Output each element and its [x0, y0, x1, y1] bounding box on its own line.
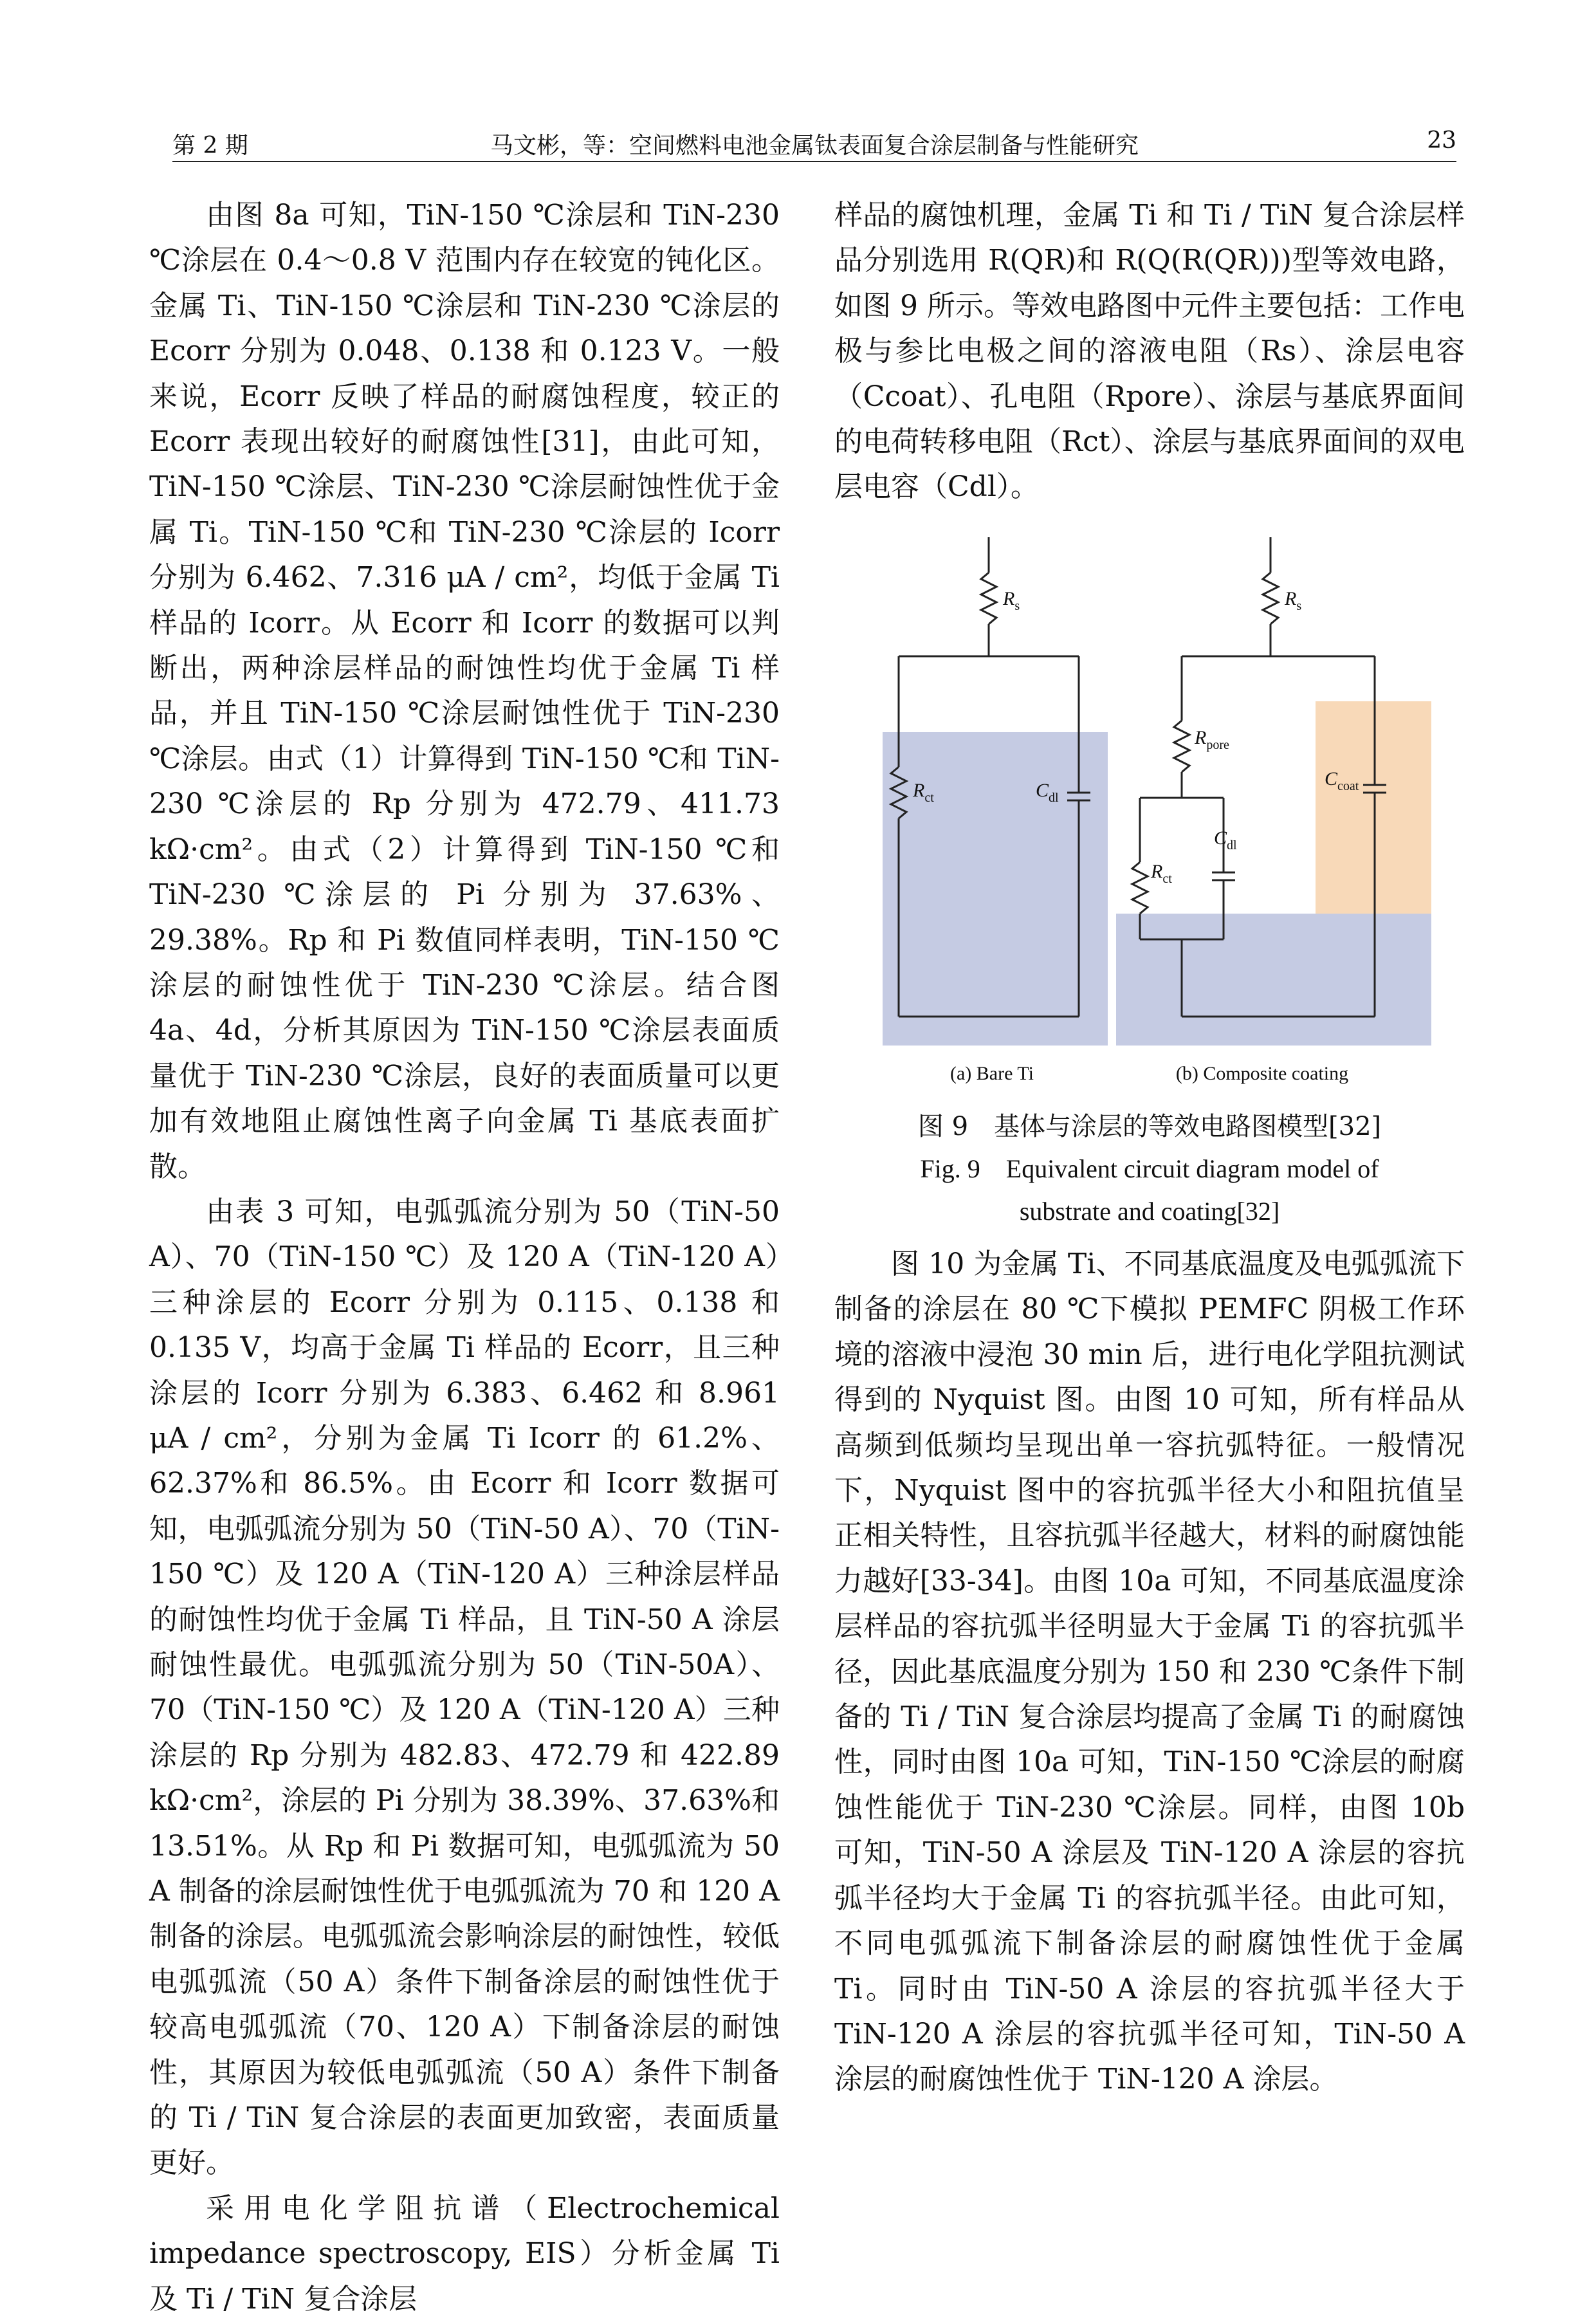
coating-region-b [1316, 701, 1431, 914]
issue-number: 第 2 期 [172, 133, 248, 159]
figure-caption-en-line1: Fig. 9 Equivalent circuit diagram model of [920, 1154, 1379, 1183]
circuit-diagram [834, 528, 1465, 1087]
page-number: 23 [1427, 127, 1456, 154]
label-rpore-b: $R_{pore}$ [1195, 727, 1229, 752]
rpore-resistor-b [1174, 721, 1189, 772]
rct-resistor-b [1132, 862, 1148, 914]
figure-caption-en-line2: substrate and coating[32] [1019, 1197, 1280, 1226]
label-cdl-b: $C_{dl}$ [1214, 827, 1237, 852]
figure-9-circuit [834, 528, 1465, 1087]
page-header [172, 122, 1456, 162]
subcaption-b: (b) Composite coating [1175, 1063, 1349, 1084]
right-column-top [834, 193, 1465, 510]
paragraph: 图 10 为金属 Ti、不同基底温度及电弧弧流下制备的涂层在 80 ℃下模拟 PEMFC 阴极工作环境的溶液中浸泡 30 min 后，进行电化学阻抗测试得到的 Nyquist 图。由图 10 可知，所有样品从高频到低频均呈现出单一容抗弧特征。一般情况下，Nyquist 图中的容抗弧半径大小和阻抗值呈正相关特性，且容抗弧半径越大，材料的耐腐蚀能力越好[33-34]。由图 10a 可知，不同基底温度涂层样品的容抗弧半径明显大于金属 Ti 的容抗弧半径，因此基底温度分别为 150 和 230 ℃条件下制备的 Ti / TiN 复合涂层均提高了金属 Ti 的耐腐蚀性，同时由图 10a 可知，TiN-150 ℃涂层的耐腐蚀性能优于 TiN-230 ℃涂层。同样，由图 10b 可知，TiN-50 A 涂层及 TiN-120 A 涂层的容抗弧半径均大于金属 Ti 的容抗弧半径。由此可知，不同电弧弧流下制备涂层的耐腐蚀性优于金属 Ti。同时由 TiN-50 A 涂层的容抗弧半径大于 TiN-120 A 涂层的容抗弧半径可知，TiN-50 A 涂层的耐腐蚀性优于 TiN-120 A 涂层。 [834, 1248, 1465, 2096]
right-column-bottom [834, 1242, 1465, 2103]
running-title: 马文彬，等：空间燃料电池金属钛表面复合涂层制备与性能研究 [490, 133, 1139, 159]
paragraph: 采用电化学阻抗谱（Electrochemical impedance spectroscopy, EIS）分析金属 Ti 及 Ti / TiN 复合涂层 [149, 2191, 780, 2316]
left-column [149, 193, 780, 2322]
label-rct-b: $R_{ct}$ [1151, 861, 1172, 886]
paragraph: 由图 8a 可知，TiN-150 ℃涂层和 TiN-230 ℃涂层在 0.4～0.8 V 范围内存在较宽的钝化区。金属 Ti、TiN-150 ℃涂层和 TiN-230 ℃涂层的 Ecorr 分别为 0.048、0.138 和 0.123 V。一般来说，Ecorr 反映了样品的耐腐蚀程度，较正的 Ecorr 表现出较好的耐腐蚀性[31]，由此可知，TiN-150 ℃涂层、TiN-230 ℃涂层耐蚀性优于金属 Ti。TiN-150 ℃和 TiN-230 ℃涂层的 Icorr 分别为 6.462、7.316 μA / cm²，均低于金属 Ti 样品的 Icorr。从 Ecorr 和 Icorr 的数据可以判断出，两种涂层样品的耐蚀性均优于金属 Ti 样品，并且 TiN-150 ℃涂层耐蚀性优于 TiN-230 ℃涂层。由式（1）计算得到 TiN-150 ℃和 TiN-230 ℃涂层的 Rp 分别为 472.79、411.73 kΩ·cm²。由式（2）计算得到 TiN-150 ℃和 TiN-230 ℃涂层的 Pi 分别为 37.63%、29.38%。Rp 和 Pi 数值同样表明，TiN-150 ℃涂层的耐蚀性优于 TiN-230 ℃涂层。结合图 4a、4d，分析其原因为 TiN-150 ℃涂层表面质量优于 TiN-230 ℃涂层，良好的表面质量可以更加有效地阻止腐蚀性离子向金属 Ti 基底表面扩散。 [149, 199, 780, 1183]
rs-resistor-b [1263, 573, 1278, 624]
label-cdl-a: $C_{dl}$ [1036, 780, 1059, 805]
paragraph: 样品的腐蚀机理，金属 Ti 和 Ti / TiN 复合涂层样品分别选用 R(QR)和 R(Q(R(QR)))型等效电路，如图 9 所示。等效电路图中元件主要包括：工作电极与参比电极之间的溶液电阻（Rs）、涂层电容（Ccoat）、孔电阻（Rpore）、涂层与基底界面间的电荷转移电阻（Rct）、涂层与基底界面间的双电层电容（Cdl）。 [834, 199, 1465, 504]
figure-caption-cn: 图 9 基体与涂层的等效电路图模型[32] [917, 1112, 1382, 1141]
subcaption-a: (a) Bare Ti [950, 1063, 1034, 1084]
substrate-region-b [1116, 914, 1431, 1046]
label-rs-b: $R_s$ [1285, 588, 1302, 613]
label-ccoat-b: $C_{coat}$ [1325, 768, 1359, 793]
paragraph: 由表 3 可知，电弧弧流分别为 50（TiN-50 A）、70（TiN-150 ℃）及 120 A（TiN-120 A）三种涂层的 Ecorr 分别为 0.115、0.138 和 0.135 V，均高于金属 Ti 样品的 Ecorr，且三种涂层的 Icorr 分别为 6.383、6.462 和 8.961 μA / cm²，分别为金属 Ti Icorr 的 61.2%、62.37%和 86.5%。由 Ecorr 和 Icorr 数据可知，电弧弧流分别为 50（TiN-50 A）、70（TiN-150 ℃）及 120 A（TiN-120 A）三种涂层样品的耐蚀性均优于金属 Ti 样品，且 TiN-50 A 涂层耐蚀性最优。电弧弧流分别为 50（TiN-50A）、70（TiN-150 ℃）及 120 A（TiN-120 A）三种涂层的 Rp 分别为 482.83、472.79 和 422.89 kΩ·cm²，涂层的 Pi 分别为 38.39%、37.63%和 13.51%。从 Rp 和 Pi 数据可知，电弧弧流为 50 A 制备的涂层耐蚀性优于电弧弧流为 70 和 120 A 制备的涂层。电弧弧流会影响涂层的耐蚀性，较低电弧弧流（50 A）条件下制备涂层的耐蚀性优于较高电弧弧流（70、120 A）下制备涂层的耐蚀性，其原因为较低电弧弧流（50 A）条件下制备的 Ti / TiN 复合涂层的表面更加致密，表面质量更好。 [149, 1195, 780, 2180]
label-rs-a: $R_s$ [1003, 588, 1020, 613]
rs-resistor-a [981, 573, 996, 624]
label-rct-a: $R_{ct}$ [913, 780, 934, 805]
